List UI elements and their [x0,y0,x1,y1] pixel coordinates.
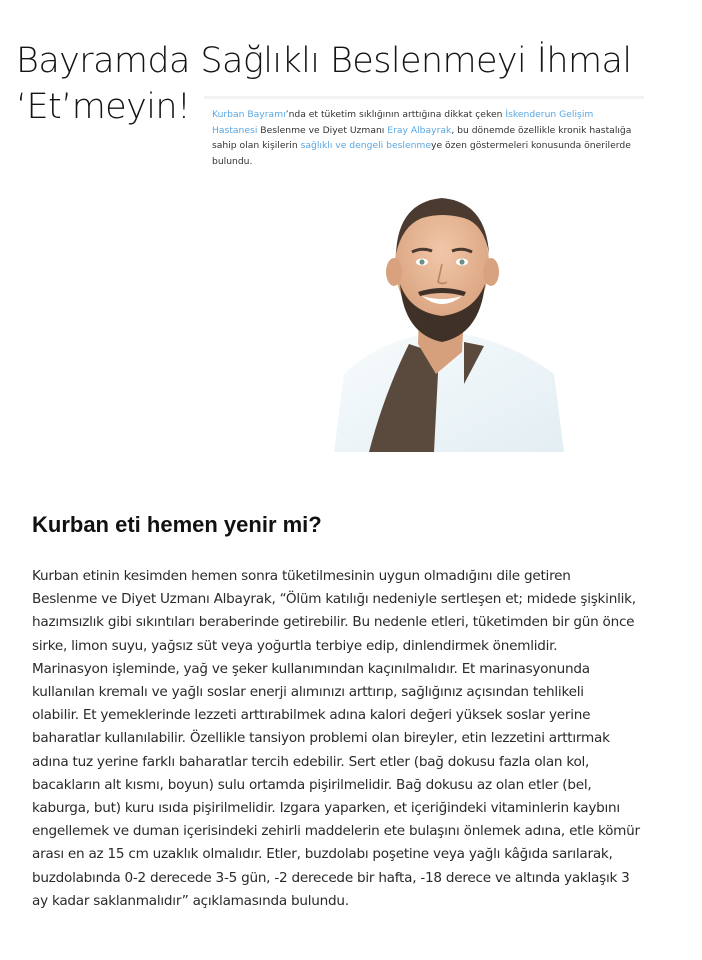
article-body-paragraph [32,565,672,913]
image-top-divider [204,96,644,99]
body-line: Kurban etinin kesimden hemen sonra tüketilmesinin uygun olmadığını dile getiren [32,568,571,584]
body-line: buzdolabında 0-2 derecede 3-5 gün, -2 derecede bir hafta, -18 derece ve altında yaklaşık 3 [32,869,630,886]
article-lead-image [204,96,648,453]
intro-text: , bu dönemde özellikle kronik hastalığa [451,124,632,136]
intro-text: Beslenme ve Diyet Uzmanı [257,124,388,136]
intro-text: bulundu. [212,155,253,167]
body-line: baharatlar kullanılabilir. Özellikle tansiyon problemi olan bireyler, etin lezzetini arttırmak [32,730,610,747]
body-line: Beslenme ve Diyet Uzmanı Albayrak, “Ölüm katılığı nedeniyle sertleşen et; midede şişkinlik, [32,591,636,608]
body-line: kaburga, but) kuru ısıda pişirilmelidir. Izgara yaparken, et içeriğindeki vitaminlerin kaybını [32,800,620,817]
person-portrait-icon [314,184,574,452]
body-line: olabilir. Et yemeklerinde lezzeti arttırabilmek adına kalori değeri yüksek soslar yerine [32,707,591,724]
person-portrait-photo [314,184,574,452]
intro-text: ye özen göstermeleri konusunda önerilerde [431,140,631,151]
intro-paragraph [212,107,642,169]
intro-text: ’nda et tüketim sıklığının arttığına dikkat çeken [285,109,506,120]
body-line: ay kadar saklanmalıdır” açıklamasında bulundu. [32,892,349,909]
body-line: Marinasyon işleminde, yağ ve şeker kullanımından kaçınılmalıdır. Et marinasyonunda [32,660,590,677]
body-line: engellemek ve duman içerisindeki zehirli maddelerin ete bulaşını önlemek adına, etle kömür [32,823,640,840]
link-hastane-cont[interactable]: Hastanesi [212,124,258,136]
intro-text: sahip olan kişilerin [212,140,301,151]
link-uzman[interactable]: Eray Albayrak [387,124,452,136]
section-heading: Kurban eti hemen yenir mi? [32,512,322,537]
link-saglikli-beslenme[interactable]: sağlıklı ve dengeli beslenme [300,140,432,151]
body-line: sirke, limon suyu, yağsız süt veya yoğurtla terbiye edip, dinlendirmek önemlidir. [32,637,558,654]
body-line: arası en az 15 cm uzaklık olmalıdır. Etler, buzdolabı poşetine veya yağlı kâğıda sarılarak, [32,846,613,863]
article-title: Bayramda Sağlıklı Beslenmeyi İhmal ‘Et’meyin! [16,41,632,127]
body-line: adına tuz yerine farklı baharatlar tercih edebilir. Sert etler (bağ dokusu fazla olan kol, [32,753,590,770]
link-hastane[interactable]: İskenderun Gelişim [505,109,594,120]
body-line: bacakların alt kısmı, boyun) sulu ortamda pişirilmelidir. Bağ dokusu az olan etler (bel, [32,776,592,793]
body-line: hazımsızlık gibi sıkıntıları beraberinde getirebilir. Bu nedenle etleri, tüketimden bir gün önce [32,614,635,631]
body-line: kullanılan kremalı ve yağlı soslar enerji alımınızı arttırıp, sağlığınız açısından tehlikeli [32,684,584,701]
link-kurban-bayrami[interactable]: Kurban Bayramı [212,109,286,120]
